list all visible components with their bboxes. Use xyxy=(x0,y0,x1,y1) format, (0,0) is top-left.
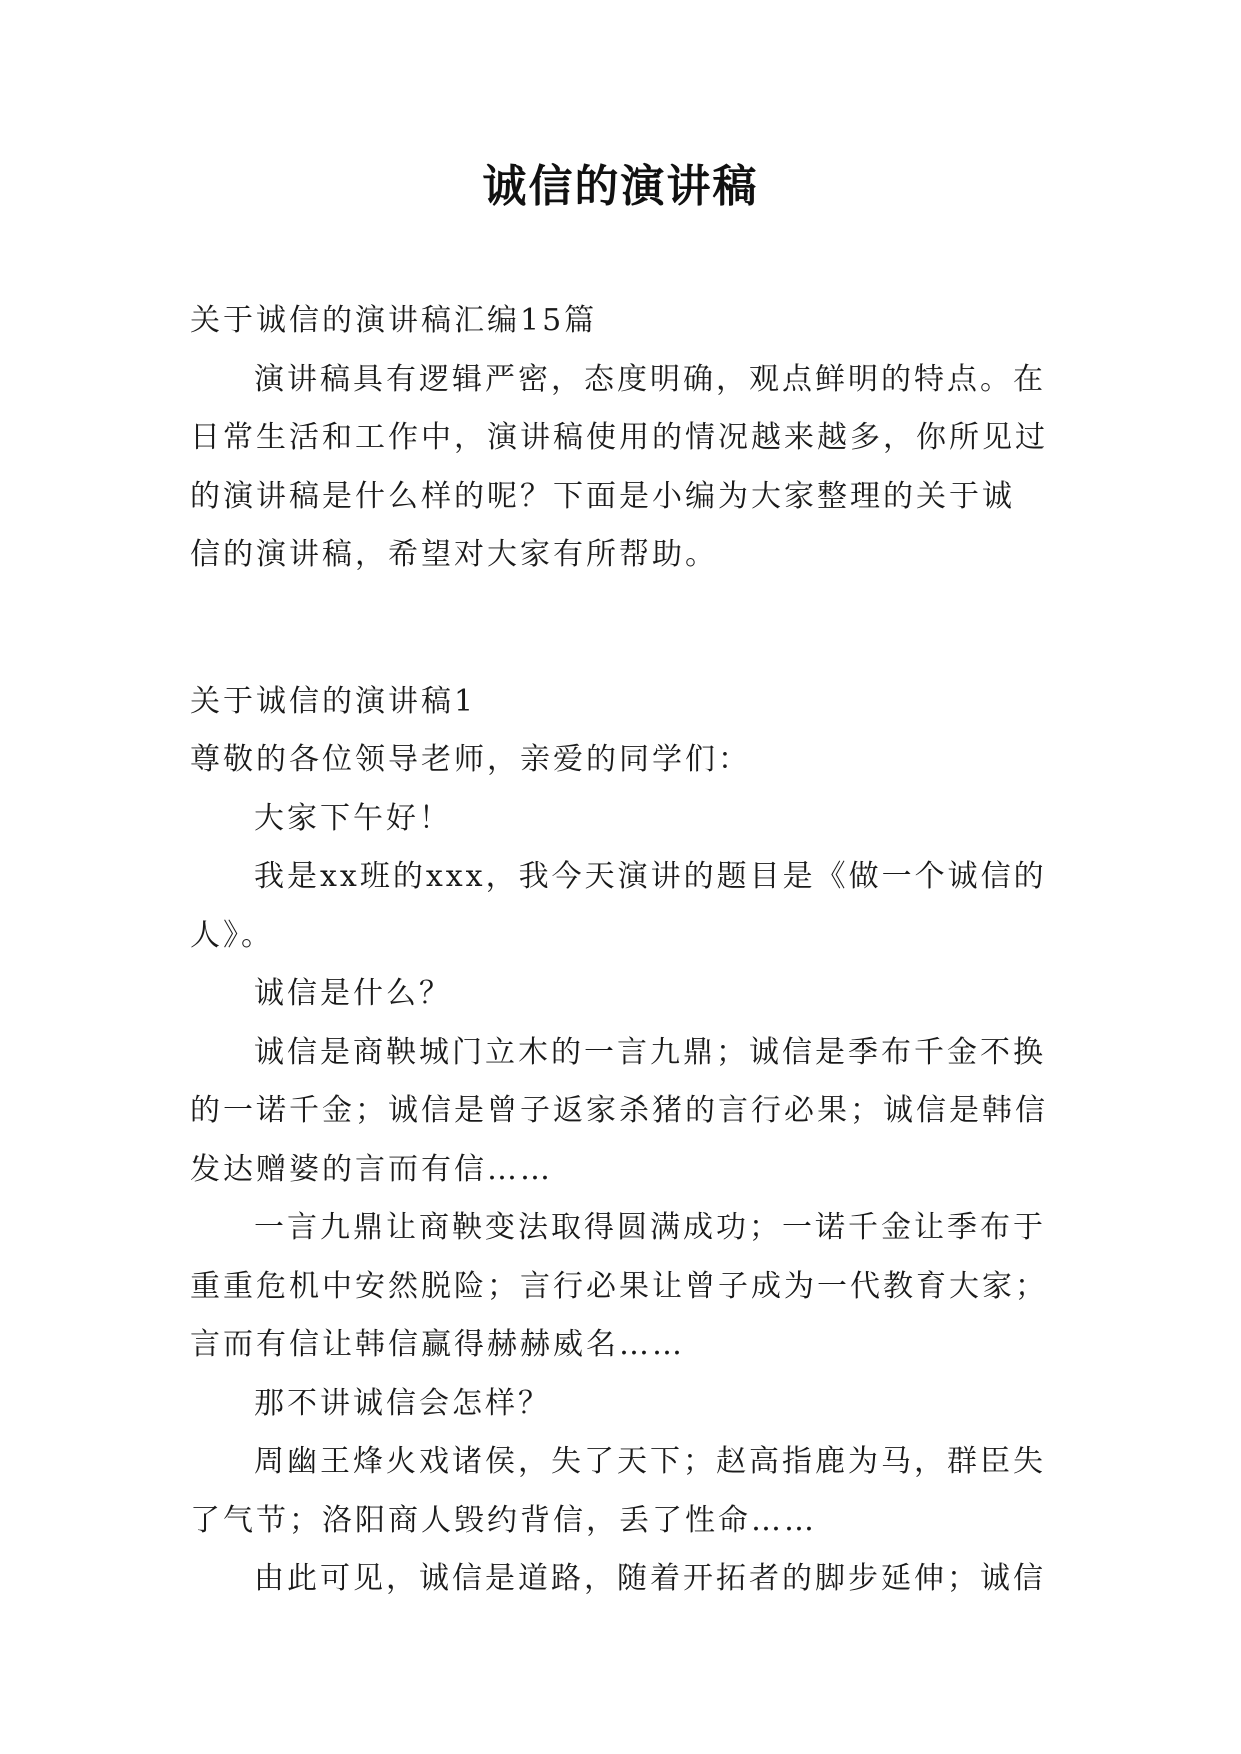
section-gap xyxy=(190,585,1060,673)
paragraph-line: 一言九鼎让商鞅变法取得圆满成功；一诺千金让季布于 xyxy=(254,1210,1046,1245)
intro-line: 的演讲稿是什么样的呢？下面是小编为大家整理的关于诚 xyxy=(190,478,1015,514)
paragraph-line: 周幽王烽火戏诸侯，失了天下；赵高指鹿为马，群臣失 xyxy=(254,1444,1046,1479)
section-heading: 关于诚信的演讲稿1 xyxy=(190,683,477,719)
paragraph-line: 的一诺千金；诚信是曾子返家杀猪的言行必果；诚信是韩信 xyxy=(190,1093,1048,1128)
intro-line: 演讲稿具有逻辑严密，态度明确，观点鲜明的特点。在 xyxy=(254,361,1046,397)
document-title: 诚信的演讲稿 xyxy=(482,161,759,212)
intro-line: 信的演讲稿，希望对大家有所帮助。 xyxy=(190,537,718,572)
paragraph-line: 重重危机中安然脱险；言行必果让曾子成为一代教育大家； xyxy=(190,1268,1048,1304)
paragraph-line: 由此可见，诚信是道路，随着开拓者的脚步延伸；诚信 xyxy=(254,1561,1046,1596)
paragraph-line: 言而有信让韩信赢得赫赫威名…… xyxy=(190,1327,685,1362)
paragraph-line: 发达赠婆的言而有信…… xyxy=(190,1151,553,1187)
paragraph-line: 我是xx班的xxx，我今天演讲的题目是《做一个诚信的 xyxy=(254,859,1047,894)
paragraph-line: 人》。 xyxy=(190,917,274,953)
greeting: 大家下午好！ xyxy=(254,800,452,836)
paragraph-line: 了气节；洛阳商人毁约背信，丢了性命…… xyxy=(190,1502,817,1538)
salutation: 尊敬的各位领导老师，亲爱的同学们： xyxy=(190,742,751,777)
collection-subtitle: 关于诚信的演讲稿汇编15篇 xyxy=(190,303,598,338)
question-line: 诚信是什么？ xyxy=(254,976,452,1011)
document-body xyxy=(190,292,1060,1609)
intro-line: 日常生活和工作中，演讲稿使用的情况越来越多，你所见过 xyxy=(190,420,1048,455)
paragraph-line: 诚信是商鞅城门立木的一言九鼎；诚信是季布千金不换 xyxy=(254,1034,1046,1070)
question-line: 那不讲诚信会怎样？ xyxy=(254,1385,551,1421)
